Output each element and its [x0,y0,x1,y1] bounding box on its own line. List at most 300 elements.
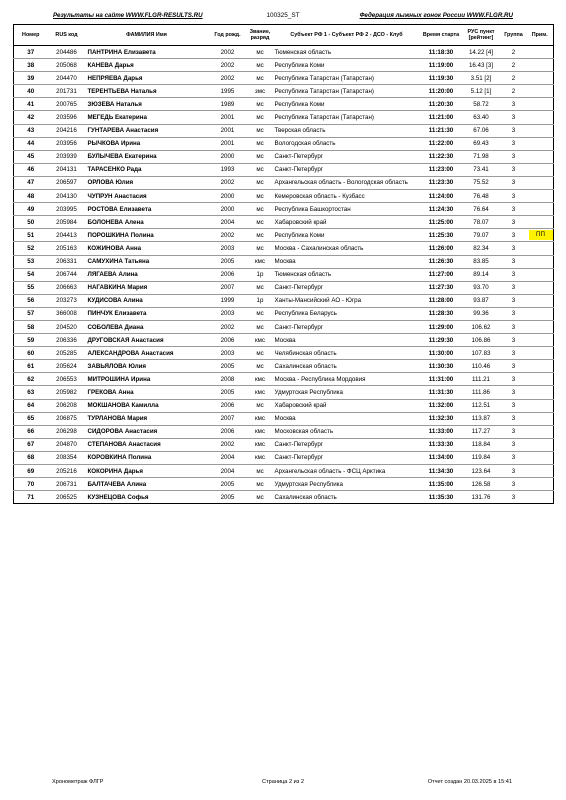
cell-group: 3 [501,320,527,333]
cell-rus-code: 204486 [48,46,86,59]
cell-note [527,465,554,478]
cell-rus-code: 206731 [48,478,86,491]
cell-start-time: 11:33:30 [421,438,462,451]
cell-name: ТЕРЕНТЬЕВА Наталья [86,85,208,98]
table-row [14,216,554,229]
cell-points: 93.87 [462,294,501,307]
cell-name: ЛЯГАЕВА Алина [86,268,208,281]
cell-rus-code: 204520 [48,320,86,333]
table-row [14,255,554,268]
cell-rank: 1р [248,268,273,281]
cell-group: 3 [501,386,527,399]
cell-birth-year: 1993 [208,163,248,176]
cell-rank: мс [248,190,273,203]
cell-start-time: 11:35:00 [421,478,462,491]
cell-number: 50 [14,216,48,229]
cell-start-time: 11:19:00 [421,59,462,72]
cell-group: 3 [501,190,527,203]
cell-rank: кмс [248,412,273,425]
cell-number: 52 [14,242,48,255]
cell-start-time: 11:22:00 [421,137,462,150]
table-header-row [14,25,554,46]
cell-group: 3 [501,163,527,176]
cell-name: КОРОВКИНА Полина [86,451,208,464]
cell-points: 117.27 [462,425,501,438]
cell-name: ЧУПРУН Анастасия [86,190,208,203]
cell-points: 106.62 [462,320,501,333]
cell-note [527,229,554,242]
cell-region: Сахалинская область [273,360,421,373]
cell-region: Санкт-Петербург [273,438,421,451]
report-created: Отчет создан 20.03.2025 в 15:41 [427,779,512,785]
cell-note [527,137,554,150]
cell-rank: мс [248,399,273,412]
cell-note [527,347,554,360]
table-row [14,85,554,98]
column-header-number: Номер [14,25,48,46]
cell-number: 58 [14,320,48,333]
table-row [14,347,554,360]
cell-group: 2 [501,46,527,59]
cell-number: 56 [14,294,48,307]
cell-birth-year: 2002 [208,46,248,59]
cell-birth-year: 2004 [208,216,248,229]
cell-number: 44 [14,137,48,150]
cell-group: 3 [501,399,527,412]
cell-name: КОКОРИНА Дарья [86,465,208,478]
table-row [14,111,554,124]
cell-rank: кмс [248,425,273,438]
cell-number: 40 [14,85,48,98]
cell-number: 64 [14,399,48,412]
cell-group: 3 [501,203,527,216]
cell-points: 78.07 [462,216,501,229]
cell-rank: мс [248,163,273,176]
cell-name: КОЖИНОВА Анна [86,242,208,255]
cell-rus-code: 204870 [48,438,86,451]
table-row [14,176,554,189]
cell-number: 67 [14,438,48,451]
column-header-points: РУС пункт [рейтинг] [462,25,501,46]
cell-rank: мс [248,229,273,242]
cell-number: 51 [14,229,48,242]
cell-name: БУЛЫЧЕВА Екатерина [86,150,208,163]
cell-rus-code: 205216 [48,465,86,478]
cell-number: 55 [14,281,48,294]
cell-birth-year: 2003 [208,307,248,320]
table-row [14,163,554,176]
cell-name: МОКШАНОВА Камилла [86,399,208,412]
cell-start-time: 11:27:30 [421,281,462,294]
cell-region: Удмуртская Республика [273,386,421,399]
cell-birth-year: 2002 [208,72,248,85]
cell-points: 118.84 [462,438,501,451]
cell-name: САМУХИНА Татьяна [86,255,208,268]
column-header-rank: Звание, разряд [248,25,273,46]
cell-birth-year: 2007 [208,412,248,425]
cell-rus-code: 204470 [48,72,86,85]
cell-rank: мс [248,478,273,491]
cell-region: Республика Коми [273,59,421,72]
cell-rank: мс [248,320,273,333]
cell-rus-code: 206208 [48,399,86,412]
cell-rus-code: 208354 [48,451,86,464]
cell-name: КУЗНЕЦОВА Софья [86,491,208,504]
cell-points: 131.76 [462,491,501,504]
cell-note [527,72,554,85]
cell-name: ПИНЧУК Елизавета [86,307,208,320]
cell-number: 60 [14,347,48,360]
cell-points: 89.14 [462,268,501,281]
cell-rank: мс [248,491,273,504]
cell-region: Тверская область [273,124,421,137]
cell-name: ТАРАСЕНКО Рада [86,163,208,176]
cell-region: Ханты-Мансийский АО - Югра [273,294,421,307]
cell-region: Тюменская область [273,46,421,59]
column-header-name: ФАМИЛИЯ Имя [86,25,208,46]
cell-region: Республика Татарстан (Татарстан) [273,72,421,85]
cell-number: 41 [14,98,48,111]
cell-rus-code: 206525 [48,491,86,504]
cell-rus-code: 205984 [48,216,86,229]
cell-points: 123.64 [462,465,501,478]
cell-region: Челябинская область [273,347,421,360]
cell-rank: мс [248,59,273,72]
column-header-rus-code: RUS код [48,25,86,46]
cell-points: 111.86 [462,386,501,399]
cell-note [527,242,554,255]
cell-number: 59 [14,334,48,347]
cell-region: Республика Коми [273,98,421,111]
cell-rank: 1р [248,294,273,307]
cell-rus-code: 205982 [48,386,86,399]
cell-birth-year: 2000 [208,190,248,203]
table-row [14,98,554,111]
cell-rus-code: 206553 [48,373,86,386]
cell-group: 3 [501,229,527,242]
table-row [14,399,554,412]
cell-name: БАЛТАЧЕВА Алина [86,478,208,491]
cell-birth-year: 2006 [208,399,248,412]
cell-region: Хабаровский край [273,399,421,412]
cell-rank: мс [248,150,273,163]
cell-number: 48 [14,190,48,203]
cell-name: СИДОРОВА Анастасия [86,425,208,438]
cell-birth-year: 2003 [208,347,248,360]
cell-name: ГРЕКОВА Анна [86,386,208,399]
cell-name: РОСТОВА Елизавета [86,203,208,216]
cell-group: 3 [501,478,527,491]
cell-name: АЛЕКСАНДРОВА Анастасия [86,347,208,360]
table-row [14,425,554,438]
cell-rank: мс [248,360,273,373]
cell-region: Москва - Республика Мордовия [273,373,421,386]
cell-region: Хабаровский край [273,216,421,229]
table-row [14,72,554,85]
cell-points: 76.64 [462,203,501,216]
cell-birth-year: 2004 [208,465,248,478]
cell-number: 62 [14,373,48,386]
cell-region: Архангельская область - Вологодская область [273,176,421,189]
cell-start-time: 11:24:00 [421,190,462,203]
cell-rus-code: 203596 [48,111,86,124]
cell-start-time: 11:23:30 [421,176,462,189]
cell-group: 3 [501,347,527,360]
cell-rank: змс [248,85,273,98]
cell-rus-code: 203995 [48,203,86,216]
cell-region: Архангельская область - ФСЦ Арктика [273,465,421,478]
cell-points: 110.46 [462,360,501,373]
cell-region: Республика Башкортостан [273,203,421,216]
cell-note [527,255,554,268]
cell-start-time: 11:34:00 [421,451,462,464]
cell-points: 111.21 [462,373,501,386]
cell-birth-year: 2007 [208,281,248,294]
cell-group: 3 [501,268,527,281]
cell-rank: мс [248,72,273,85]
cell-points: 58.72 [462,98,501,111]
cell-region: Москва [273,255,421,268]
cell-points: 83.85 [462,255,501,268]
cell-rank: мс [248,307,273,320]
cell-number: 63 [14,386,48,399]
cell-region: Республика Татарстан (Татарстан) [273,85,421,98]
table-row [14,294,554,307]
column-header-note: Прим. [527,25,554,46]
table-row [14,46,554,59]
cell-points: 106.86 [462,334,501,347]
cell-points: 112.51 [462,399,501,412]
cell-group: 3 [501,491,527,504]
cell-note [527,46,554,59]
cell-points: 14.22 [4] [462,46,501,59]
cell-group: 3 [501,360,527,373]
cell-name: БОЛОНЕВА Алена [86,216,208,229]
cell-group: 3 [501,111,527,124]
cell-points: 67.06 [462,124,501,137]
cell-number: 43 [14,124,48,137]
cell-birth-year: 2006 [208,334,248,347]
cell-note [527,294,554,307]
cell-group: 3 [501,294,527,307]
cell-rus-code: 205285 [48,347,86,360]
cell-rank: мс [248,124,273,137]
cell-rus-code: 206663 [48,281,86,294]
cell-birth-year: 2008 [208,373,248,386]
cell-group: 3 [501,373,527,386]
cell-rank: мс [248,176,273,189]
cell-note [527,216,554,229]
cell-start-time: 11:35:30 [421,491,462,504]
table-row [14,412,554,425]
cell-group: 2 [501,72,527,85]
cell-group: 3 [501,425,527,438]
cell-rank: мс [248,98,273,111]
note-badge: ПП [529,230,553,240]
cell-number: 71 [14,491,48,504]
cell-region: Удмуртская Республика [273,478,421,491]
table-row [14,360,554,373]
cell-group: 3 [501,334,527,347]
cell-rank: кмс [248,373,273,386]
cell-number: 42 [14,111,48,124]
cell-number: 69 [14,465,48,478]
cell-region: Санкт-Петербург [273,320,421,333]
cell-start-time: 11:21:00 [421,111,462,124]
cell-region: Санкт-Петербург [273,281,421,294]
cell-note [527,176,554,189]
cell-rus-code: 206336 [48,334,86,347]
cell-name: МЕГЕДЬ Екатерина [86,111,208,124]
cell-number: 39 [14,72,48,85]
table-row [14,190,554,203]
cell-points: 71.98 [462,150,501,163]
cell-points: 119.84 [462,451,501,464]
cell-rank: кмс [248,334,273,347]
cell-number: 68 [14,451,48,464]
cell-rus-code: 203273 [48,294,86,307]
table-row [14,465,554,478]
cell-rank: кмс [248,386,273,399]
federation-site-link[interactable]: Федерация лыжных гонок России WWW.FLGR.RU [359,12,513,19]
cell-start-time: 11:28:30 [421,307,462,320]
cell-start-time: 11:31:00 [421,373,462,386]
cell-number: 49 [14,203,48,216]
cell-points: 63.40 [462,111,501,124]
cell-note [527,451,554,464]
cell-rus-code: 204130 [48,190,86,203]
cell-rus-code: 205068 [48,59,86,72]
cell-start-time: 11:21:30 [421,124,462,137]
column-header-region: Субъект РФ 1 - Субъект РФ 2 - ДСО - Клуб [273,25,421,46]
table-row [14,451,554,464]
cell-rank: мс [248,216,273,229]
cell-note [527,59,554,72]
cell-region: Республика Татарстан (Татарстан) [273,111,421,124]
cell-region: Сахалинская область [273,491,421,504]
cell-name: ЗАВЬЯЛОВА Юлия [86,360,208,373]
cell-name: КАНЕВА Дарья [86,59,208,72]
table-row [14,268,554,281]
table-row [14,229,554,242]
cell-name: ТУРЛАНОВА Мария [86,412,208,425]
cell-rus-code: 205624 [48,360,86,373]
column-header-start-time: Время старта [421,25,462,46]
cell-note [527,360,554,373]
cell-rank: мс [248,242,273,255]
cell-start-time: 11:29:00 [421,320,462,333]
cell-birth-year: 2005 [208,360,248,373]
cell-birth-year: 2002 [208,229,248,242]
cell-rus-code: 204413 [48,229,86,242]
cell-note [527,190,554,203]
cell-points: 75.52 [462,176,501,189]
cell-note [527,268,554,281]
cell-number: 65 [14,412,48,425]
cell-birth-year: 2004 [208,451,248,464]
cell-note [527,281,554,294]
table-row [14,281,554,294]
table-row [14,478,554,491]
page-number: Страница 2 из 2 [262,779,304,785]
cell-points: 79.07 [462,229,501,242]
cell-group: 3 [501,242,527,255]
cell-name: КУДИСОВА Алина [86,294,208,307]
cell-number: 57 [14,307,48,320]
cell-note [527,386,554,399]
cell-points: 107.83 [462,347,501,360]
cell-name: МИТРОШИНА Ирина [86,373,208,386]
cell-name: РЫЧКОВА Ирина [86,137,208,150]
cell-rus-code: 206597 [48,176,86,189]
cell-note [527,399,554,412]
cell-rank: мс [248,137,273,150]
cell-group: 3 [501,451,527,464]
cell-note [527,373,554,386]
cell-start-time: 11:20:00 [421,85,462,98]
cell-rank: мс [248,465,273,478]
cell-birth-year: 2001 [208,111,248,124]
cell-number: 53 [14,255,48,268]
cell-birth-year: 2002 [208,59,248,72]
results-site-link[interactable]: Результаты на сайте WWW.FLGR-RESULTS.RU [53,12,203,19]
cell-name: ОРЛОВА Юлия [86,176,208,189]
cell-rank: мс [248,203,273,216]
document-code: 100325_ST [266,12,300,19]
table-row [14,373,554,386]
cell-group: 3 [501,124,527,137]
cell-rus-code: 366008 [48,307,86,320]
cell-note [527,425,554,438]
cell-birth-year: 1995 [208,85,248,98]
cell-rus-code: 203939 [48,150,86,163]
table-row [14,491,554,504]
cell-birth-year: 2006 [208,425,248,438]
cell-group: 2 [501,59,527,72]
cell-points: 99.36 [462,307,501,320]
cell-points: 3.51 [2] [462,72,501,85]
cell-points: 5.12 [1] [462,85,501,98]
cell-start-time: 11:32:00 [421,399,462,412]
cell-note [527,478,554,491]
cell-group: 3 [501,465,527,478]
table-row [14,203,554,216]
cell-start-time: 11:30:30 [421,360,462,373]
cell-start-time: 11:19:30 [421,72,462,85]
cell-birth-year: 1999 [208,294,248,307]
cell-start-time: 11:28:00 [421,294,462,307]
cell-start-time: 11:31:30 [421,386,462,399]
footer-timing: Хронометраж ФЛГР [52,779,104,785]
cell-number: 54 [14,268,48,281]
cell-rus-code: 205163 [48,242,86,255]
cell-group: 3 [501,307,527,320]
cell-birth-year: 2005 [208,386,248,399]
cell-group: 2 [501,85,527,98]
table-row [14,59,554,72]
cell-note [527,111,554,124]
cell-points: 82.34 [462,242,501,255]
cell-group: 3 [501,176,527,189]
cell-region: Кемеровская область - Кузбасс [273,190,421,203]
cell-birth-year: 2001 [208,124,248,137]
cell-birth-year: 2005 [208,255,248,268]
cell-group: 3 [501,281,527,294]
table-row [14,242,554,255]
column-header-birth-year: Год рожд. [208,25,248,46]
cell-name: ЗЮЗЕВА Наталья [86,98,208,111]
table-row [14,124,554,137]
